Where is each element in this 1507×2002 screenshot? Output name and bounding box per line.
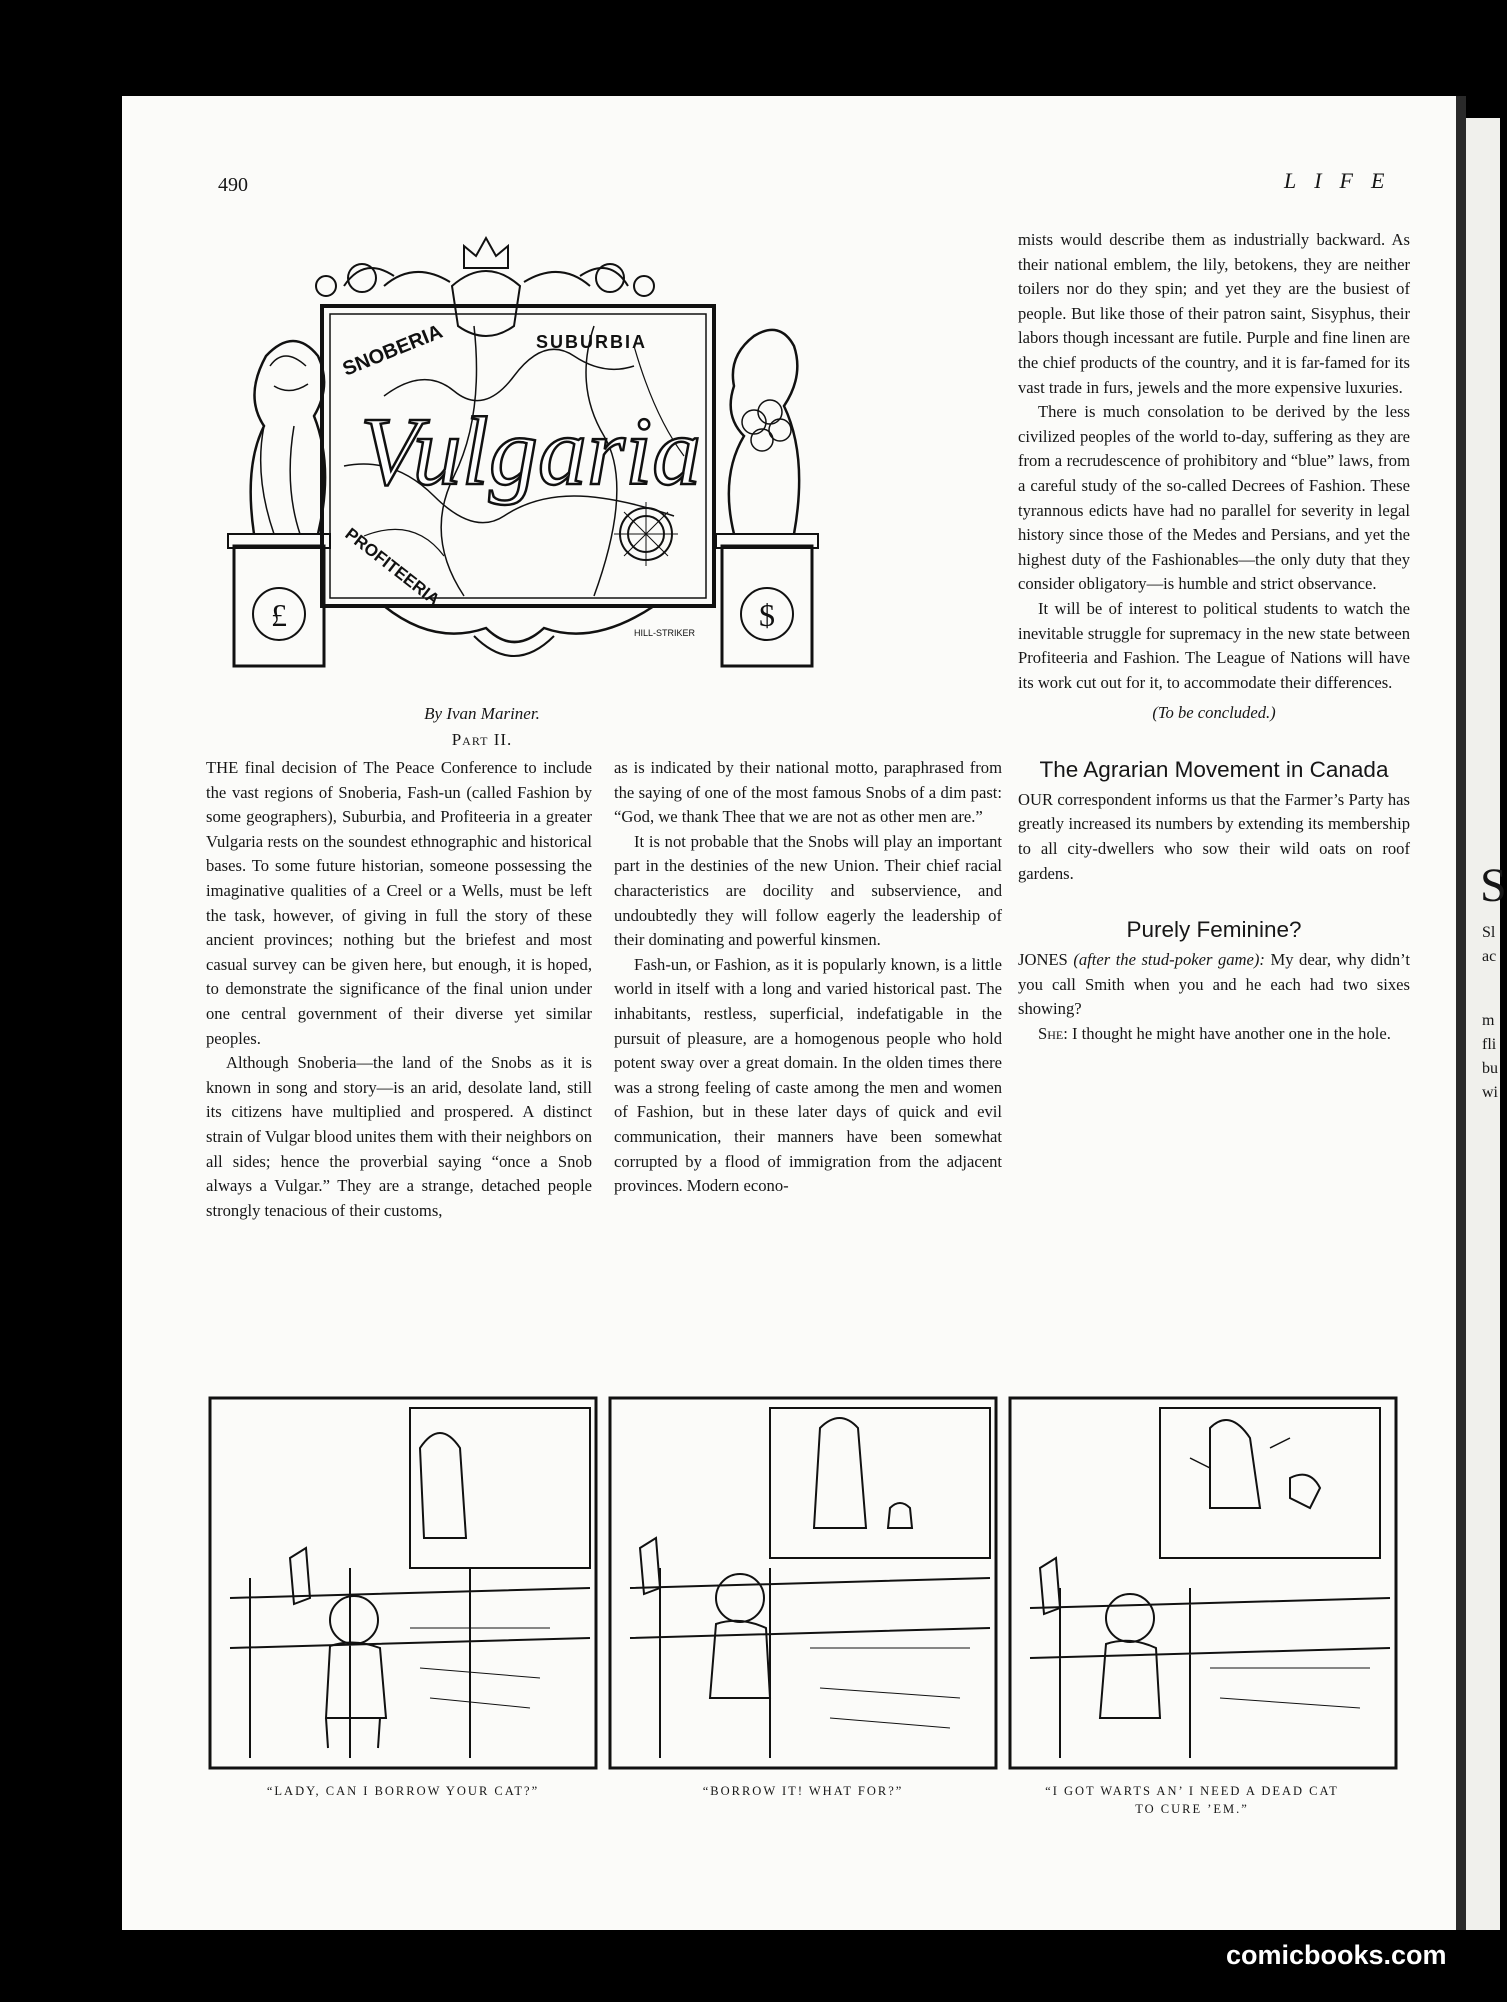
- article-paragraph: Fash-un, or Fashion, as it is popularly known, is a little world in itself with a long and varied historical past. The inhabitants, restless, superficial, indefatigable in the pursuit of pleasure, are a homogenous people who hold potent sway over a great domain. In the olden times there was a strong feeling of caste among the men and women of Fashion, but in these later days of quick and evil communication, their manners have been somewhat corrupted by a flood of immigration from the adjacent provinces. Modern econo-: [614, 954, 1002, 1196]
- article-paragraph: It is not probable that the Snobs will play an important part in the destinies of the new Union. Their chief racial characteristics are docility and subservience, and undoubtedly they will follow eagerly the leadership of their dominating and powerful kinsmen.: [614, 831, 1002, 950]
- article-paragraph: There is much consolation to be derived by the less civilized peoples of the world to-day, suffering as they are from a recrudescence of prohibitory and “blue” laws, from a careful study of the so-called Decrees of Fashion. These tyrannous edicts have had no parallel for severity in legal history since those of the Medes and Persians, and yet the highest duty of the Fashionables—the only duty that they consider obligatory—is humble and strict observance.: [1018, 402, 1410, 594]
- feminine-headline: Purely Feminine?: [1126, 917, 1302, 943]
- poodle-figure: [729, 330, 799, 534]
- vulgaria-illustration: [214, 216, 834, 676]
- panel-3-drawing: [1030, 1408, 1390, 1758]
- article-column-3: [1018, 228, 1410, 1047]
- panel-2-drawing: [630, 1408, 990, 1758]
- facing-page-fragment: Sl: [1482, 924, 1496, 941]
- comic-caption-2: “BORROW IT! WHAT FOR?”: [702, 1784, 904, 1798]
- region-label-snoberia: SNOBERIA: [339, 320, 446, 381]
- comic-caption-3: “I GOT WARTS AN’ I NEED A DEAD CAT TO CURE ’EM.”: [1045, 1784, 1339, 1816]
- feminine-line-2: [1018, 1022, 1410, 1047]
- article-column-1: [206, 756, 592, 1223]
- article-column-2: [614, 756, 1002, 1199]
- article-paragraph: Although Snoberia—the land of the Snobs as it is known in song and story—is an arid, desolate land, still its citizens have multiplied and prospered. A distinct strain of Vulgar blood unites them with their neighbors on all sides; hence the proverbial saying “once a Snob always a Vulgar.” They are a strange, detached people strongly tenacious of their customs,: [206, 1053, 592, 1220]
- running-head: LIFE: [1284, 168, 1403, 193]
- artist-signature: HILL-STRIKER: [634, 628, 696, 638]
- facing-page-fragment: ac: [1482, 948, 1497, 965]
- pound-medallion: £: [271, 597, 287, 633]
- stage-direction: (after the stud-poker game):: [1073, 950, 1265, 970]
- article-paragraph: as is indicated by their national motto, paraphrased from the saying of one of the most famous Snobs of a dim past: “God, we thank Thee that we are not as other men are.”: [614, 758, 1002, 827]
- facing-page-fragment: fli: [1482, 1036, 1497, 1053]
- feminine-line-1: [1018, 948, 1410, 1022]
- comic-panel-3: [1010, 1398, 1396, 1768]
- article-paragraph: mists would describe them as industrially backward. As their national emblem, the lily, betokens, they are neither toilers nor do they spin; and yet they are the busiest of people. But like those of their patron saint, Sisyphus, their labors though incessant are futile. Purple and fine linen are the chief products of the country, and it is far-famed for its vast trade in furs, jewels and the more expensive luxuries.: [1018, 230, 1410, 397]
- page-number: 490: [218, 174, 248, 196]
- comic-caption-1: “LADY, CAN I BORROW YOUR CAT?”: [266, 1784, 540, 1798]
- region-label-profiteeria: PROFITEERIA: [341, 524, 444, 610]
- byline: By Ivan Mariner.: [424, 704, 540, 723]
- to-be-concluded: (To be concluded.): [1152, 703, 1276, 723]
- dollar-medallion: $: [759, 597, 775, 633]
- site-watermark: comicbooks.com: [1226, 1940, 1447, 1970]
- region-label-suburbia: SUBURBIA: [536, 332, 648, 352]
- comic-strip: [210, 1398, 1396, 1768]
- agrarian-body: OUR correspondent informs us that the Farmer’s Party has greatly increased its numbers by extending its membership to all city-dwellers who sow their wild oats on roof gardens.: [1018, 789, 1410, 883]
- agrarian-headline: The Agrarian Movement in Canada: [1039, 756, 1389, 782]
- comic-panel-1: [210, 1398, 596, 1768]
- article-paragraph: THE final decision of The Peace Conference to include the vast regions of Snoberia, Fash-un (called Fashion by some geographers), Suburbia, and Profiteeria in a greater Vulgaria rests on the soundest ethnographic and historical bases. To some future historian, someone possessing the imaginative qualities of a Creel or a Wells, must be left the task, however, of giving in full the story of these ancient provinces; nothing but the briefest and most casual survey can be given here, but enough, it is hoped, to demonstrate the significance of the final union under one central government of their diverse yet similar peoples.: [206, 758, 592, 1048]
- vulgaria-title: Vulgaria: [360, 398, 702, 506]
- article-paragraph: It will be of interest to political students to watch the inevitable struggle for supremacy in the new state between Profiteeria and Fashion. The League of Nations will have its work cut out for it, to accommodate their differences.: [1018, 598, 1410, 692]
- facing-page-fragment: bu: [1482, 1060, 1498, 1077]
- panel-1-drawing: [230, 1408, 590, 1758]
- part-number: Part II.: [451, 730, 513, 749]
- magazine-page: [122, 96, 1456, 1930]
- facing-page-edge: [1466, 118, 1507, 1930]
- speaker-jones: JONES: [1018, 950, 1068, 970]
- page-gutter: [1456, 96, 1466, 1930]
- facing-page-fragment: wi: [1482, 1084, 1498, 1101]
- facing-page-heading-letter: S: [1480, 859, 1507, 912]
- facing-page-fragment: m: [1482, 1012, 1495, 1029]
- she-line: I thought he might have another one in the hole.: [1072, 1024, 1391, 1044]
- shield-ornament: [452, 271, 520, 336]
- crown-ornament: [464, 238, 508, 268]
- speaker-she: She:: [1038, 1024, 1068, 1044]
- jones-line: My dear, why didn’t you call Smith when you and he each had two sixes showing?: [1018, 950, 1411, 1019]
